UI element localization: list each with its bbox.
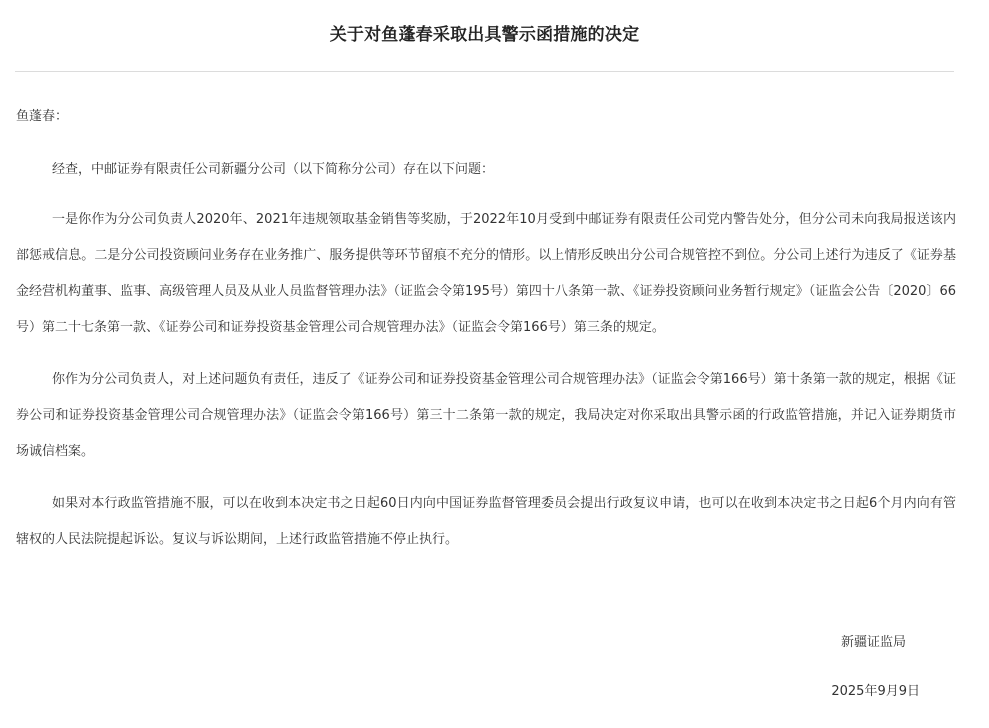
paragraph-4: 如果对本行政监管措施不服，可以在收到本决定书之日起60日内向中国证券监督管理委员会提出行政复议申请，也可以在收到本决定书之日起6个月内向有管辖权的人民法院提起诉讼。复议与诉讼期间，上述行政监管措施不停止执行。 <box>16 496 956 547</box>
paragraph-3: 你作为分公司负责人，对上述问题负有责任，违反了《证券公司和证券投资基金管理公司合规管理办法》（证监会令第166号）第十条第一款的规定，根据《证券公司和证券投资基金管理公司合规管理办法》（证监会令第166号）第三十二条第一款的规定，我局决定对你采取出具警示函的行政监管措施，并记入证券期货市场诚信档案。 <box>16 372 956 459</box>
issuer-signature: 新疆证监局 <box>840 635 906 650</box>
document-title: 关于对鱼蓬春采取出具警示函措施的决定 <box>329 25 640 45</box>
salutation: 鱼蓬春： <box>16 109 69 124</box>
title-divider <box>15 71 954 72</box>
paragraph-1: 经查，中邮证券有限责任公司新疆分公司（以下简称分公司）存在以下问题： <box>52 162 495 177</box>
issue-date: 2025年9月9日 <box>831 684 920 699</box>
paragraph-2: 一是你作为分公司负责人2020年、2021年违规领取基金销售等奖励，于2022年10月受到中邮证券有限责任公司党内警告处分，但分公司未向我局报送该内部惩戒信息。二是分公司投资顾问业务存在业务推广、服务提供等环节留痕不充分的情形。以上情形反映出分公司合规管控不到位。分公司上述行为违反了《证券基金经营机构董事、监事、高级管理人员及从业人员监督管理办法》（证监会令第195号）第四十八条第一款、《证券投资顾问业务暂行规定》（证监会公告〔2020〕66号）第二十七条第一款、《证券公司和证券投资基金管理公司合规管理办法》（证监会令第166号）第三条的规定。 <box>16 212 956 335</box>
